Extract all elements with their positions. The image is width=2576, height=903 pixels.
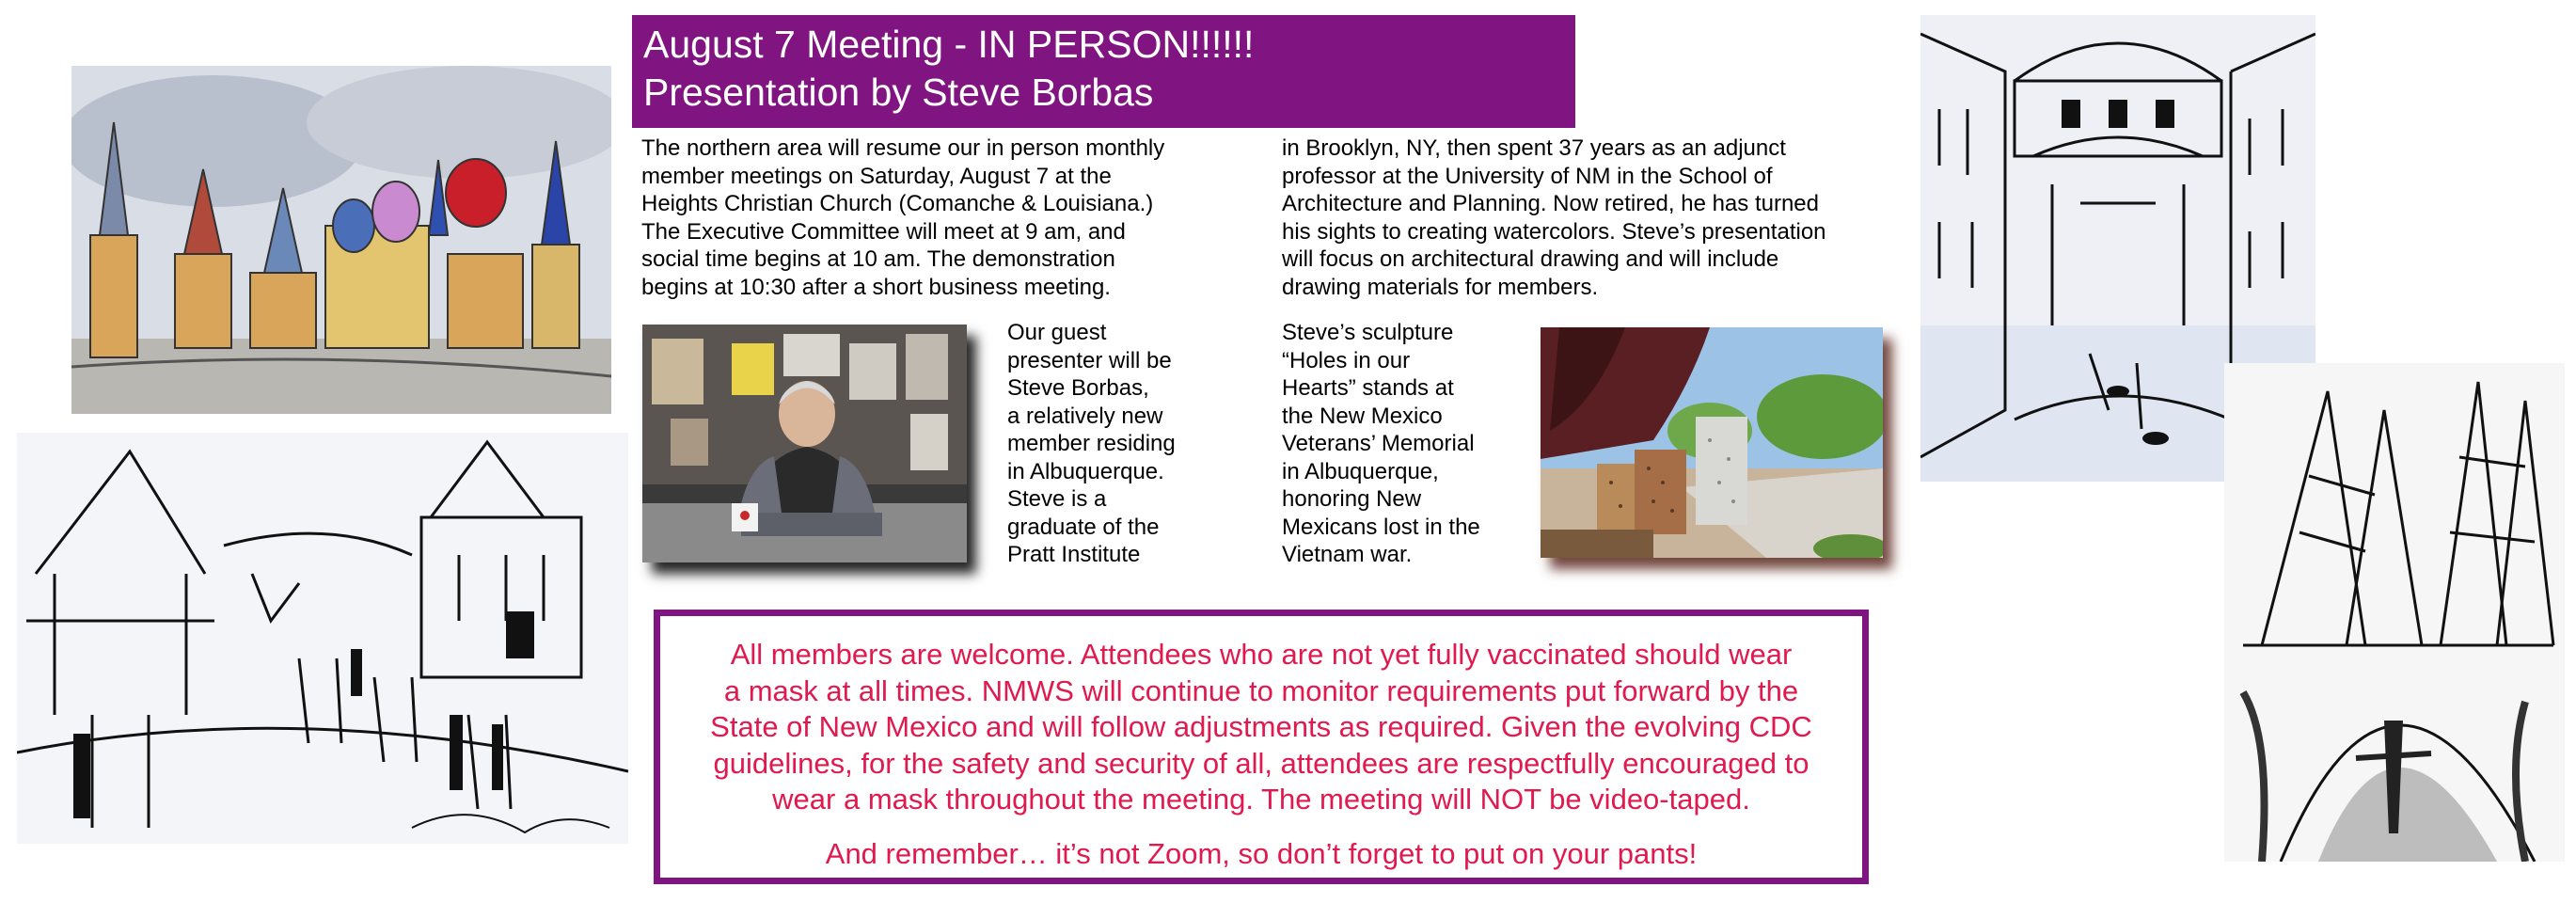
page-title [632, 15, 1575, 128]
notice-closing-text: And remember… it’s not Zoom, so don’t forget to put on your pants! [825, 836, 1698, 870]
moscow-watercolor [71, 66, 611, 414]
village-sketch [17, 433, 628, 844]
bio-paragraph: in Brooklyn, NY, then spent 37 years as an adjunct professor at the University of NM in the School of Architecture and Planning. Now retired, he has turned his sights to creating watercolors. Steve’s presentation will focus on architectural drawing and will include drawing materials for members. [1282, 135, 1826, 300]
presenter-photo [642, 325, 967, 562]
title-line-2: Presentation by Steve Borbas [643, 71, 1154, 114]
guest-paragraph: Our guest presenter will be Steve Borbas, a relatively new member residing in Albuquerque. Steve is a graduate of the Pratt Institute [1007, 320, 1176, 567]
title-line-1: August 7 Meeting - IN PERSON!!!!!! [643, 23, 1255, 66]
sculpture-paragraph: Steve’s sculpture “Holes in our Hearts” stands at the New Mexico Veterans’ Memorial in Albuquerque, honoring New Mexicans lost in the Vietnam war. [1282, 320, 1480, 567]
sculpture-photo [1541, 327, 1883, 558]
notice-box [654, 610, 1869, 884]
sagrada-familia-sketch [2224, 363, 2565, 862]
intro-paragraph: The northern area will resume our in person monthly member meetings on Saturday, August 7 at the Heights Christian Church (Comanche & Louisiana.) The Executive Committee will meet at 9 am, and social time begins at 10 am. The demonstration begins at 10:30 after a short business meeting. [641, 135, 1165, 300]
notice-main-text: All members are welcome. Attendees who are not yet fully vaccinated should wear a mask at all times. NMWS will continue to monitor requirements put forward by the State of New Mexico and will follow adjustments as required. Given the evolving CDC guidelines, for the safety and security of all, attendees are respectfully encouraged to wear a mask throughout the meeting. The meeting will NOT be video-taped. [710, 638, 1812, 816]
